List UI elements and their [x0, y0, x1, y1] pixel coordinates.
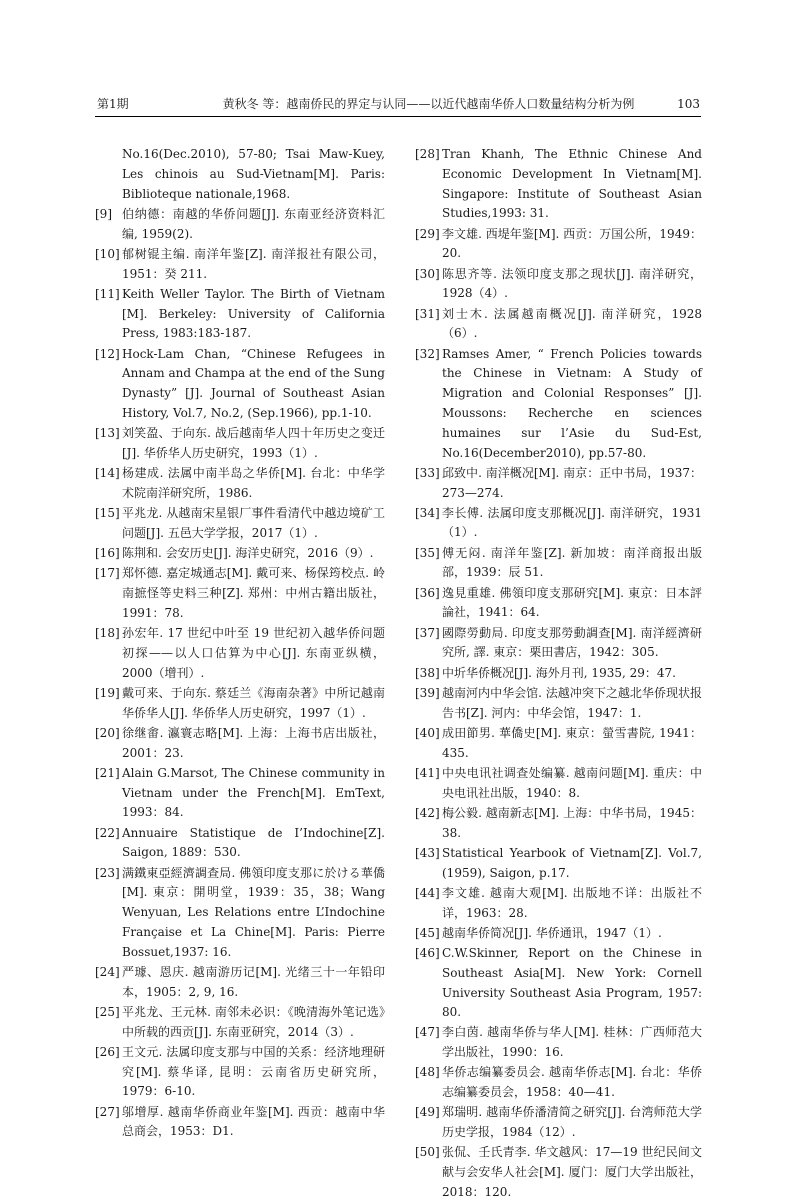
reference-item	[415, 1063, 702, 1103]
reference-item	[415, 584, 702, 624]
reference-text: 平兆龙、王元林. 南邻未必识：《晚清海外笔记选》中所载的西贡[J]. 东南亚研究，2014（3）.	[122, 1004, 385, 1039]
reference-text: 刘士木. 法属越南概况[J]. 南洋研究，1928（6）.	[442, 306, 702, 341]
reference-item	[415, 804, 702, 844]
reference-item	[415, 504, 702, 544]
reference-item	[415, 764, 702, 804]
reference-item	[95, 424, 385, 464]
reference-item	[415, 225, 702, 265]
reference-number: [18]	[95, 626, 120, 641]
reference-number: [27]	[95, 1104, 120, 1119]
reference-number: [12]	[95, 346, 120, 361]
reference-number: [30]	[415, 266, 440, 281]
reference-text: 逸見重雄. 佛領印度支那研究[M]. 東京：日本評論社，1941：64.	[442, 585, 702, 620]
reference-number: [11]	[95, 286, 120, 301]
reference-item	[415, 944, 702, 1023]
reference-number: [39]	[415, 685, 440, 700]
header-rule	[95, 116, 701, 117]
reference-text: 满鐵東亞經濟調查局. 佛領印度支那に於ける華僑[M]. 東京：開明堂，1939：35，38；Wang Wenyuan, Les Relations entre L’Indochine Française et La Chine[M]. Paris: Pierre Bossuet,1937: 16.	[122, 865, 385, 959]
reference-number: [21]	[95, 765, 120, 780]
reference-number: [15]	[95, 506, 120, 521]
reference-number: [13]	[95, 426, 120, 441]
reference-number: [17]	[95, 566, 120, 581]
reference-text: 梅公毅. 越南新志[M]. 上海：中华书局，1945：38.	[442, 805, 702, 840]
reference-text: No.16(Dec.2010), 57-80; Tsai Maw-Kuey, Les chinois au Sud-Vietnam[M]. Paris: Biblioteque nationale,1968.	[122, 147, 385, 201]
reference-text: Statistical Yearbook of Vietnam[Z]. Vol.7, (1959), Saigon, p.17.	[442, 845, 702, 880]
reference-number: [36]	[415, 585, 440, 600]
reference-item	[95, 145, 385, 204]
reference-text: 杨建成. 法属中南半岛之华侨[M]. 台北：中华学术院南洋研究所，1986.	[122, 466, 385, 500]
reference-number: [25]	[95, 1004, 120, 1019]
reference-text: 孙宏年. 17 世纪中叶至 19 世纪初入越华侨问题初探——以人口估算为中心[J]. 东南亚纵横，2000（增刊）.	[122, 626, 385, 680]
reference-number: [20]	[95, 725, 120, 740]
reference-item	[415, 924, 702, 944]
reference-item	[95, 504, 385, 544]
reference-text: 李文雄. 越南大观[M]. 出版地不详：出版社不详，1963：28.	[442, 885, 702, 920]
running-title: 黄秋冬 等：越南侨民的界定与认同——以近代越南华侨人口数量结构分析为例	[222, 97, 635, 111]
reference-number: [32]	[415, 346, 440, 361]
reference-number: [34]	[415, 505, 440, 520]
reference-item	[415, 844, 702, 884]
reference-item	[415, 684, 702, 724]
reference-number: [35]	[415, 545, 440, 560]
reference-number: [29]	[415, 226, 440, 241]
reference-number: [40]	[415, 725, 440, 740]
reference-item	[95, 764, 385, 823]
reference-item	[415, 884, 702, 924]
reference-text: 郑瑞明. 越南华侨潘清简之研究[J]. 台湾师范大学历史学报，1984（12）.	[442, 1105, 702, 1140]
reference-text: Alain G.Marsot, The Chinese community in Vietnam under the French[M]. EmText, 1993：84.	[122, 765, 385, 820]
reference-text: Annuaire Statistique de I’Indochine[Z]. Saigon, 1889：530.	[122, 825, 385, 860]
reference-number: [46]	[415, 945, 440, 960]
reference-text: 刘笑盈、于向东. 战后越南华人四十年历史之变迁[J]. 华侨华人历史研究，1993（1）.	[122, 426, 385, 460]
reference-item	[95, 724, 385, 764]
reference-number: [19]	[95, 685, 120, 700]
reference-text: 王文元. 法属印度支那与中国的关系：经济地理研究[M]. 蔡华译, 昆明：云南省历史研究所，1979：6-10.	[122, 1044, 385, 1099]
reference-text: 张侃、壬氏青李. 华文越风：17—19 世纪民间文献与会安华人社会[M]. 厦门：厦门大学出版社，2018：120.	[442, 1145, 702, 1200]
reference-item	[95, 285, 385, 344]
reference-number: [38]	[415, 665, 440, 680]
reference-item	[415, 624, 702, 664]
reference-text: 越南河内中华会馆. 法越冲突下之越北华侨现状报告书[Z]. 河内：中华会馆，1947：1.	[442, 685, 702, 720]
reference-item	[95, 544, 385, 564]
reference-text: 中央电讯社调查处编纂. 越南问题[M]. 重庆：中央电讯社出版，1940：8.	[442, 765, 702, 800]
reference-text: Ramses Amer, “ French Policies towards the Chinese in Vietnam: A Study of Migration and Colonial Responses” [J]. Moussons: Recherche en sciences humaines sur l’Asie du Sud-Est, No.16(December2010), pp.57-80.	[442, 346, 702, 460]
reference-item	[95, 345, 385, 424]
reference-text: 李长傅. 法属印度支那概况[J]. 南洋研究，1931（1）.	[442, 505, 702, 540]
reference-item	[415, 1103, 702, 1143]
reference-number: [14]	[95, 466, 120, 481]
reference-number: [26]	[95, 1044, 120, 1059]
page-number: 103	[677, 97, 700, 111]
running-header	[97, 95, 700, 113]
reference-number: [28]	[415, 147, 440, 161]
reference-number: [50]	[415, 1145, 440, 1160]
reference-number: [47]	[415, 1025, 440, 1040]
reference-item	[415, 1143, 702, 1202]
reference-item	[415, 544, 702, 584]
reference-text: 郑怀德. 嘉定城通志[M]. 戴可来、杨保筠校点. 岭南摭怪等史料三种[Z]. 郑州：中州古籍出版社，1991：78.	[122, 566, 385, 620]
reference-item	[415, 724, 702, 764]
reference-item	[415, 305, 702, 345]
reference-number: [45]	[415, 925, 440, 940]
reference-text: 成田節男. 華僑史[M]. 東京：螢雪書院, 1941：435.	[442, 725, 702, 760]
reference-item	[95, 684, 385, 724]
reference-number: [24]	[95, 964, 120, 979]
reference-text: 平兆龙. 从越南宋星银厂事件看清代中越边境矿工问题[J]. 五邑大学学报，2017（1）.	[122, 506, 385, 540]
reference-number: [43]	[415, 845, 440, 860]
reference-text: 陈荆和. 会安历史[J]. 海洋史研究，2016（9）.	[122, 546, 374, 561]
reference-text: Hock-Lam Chan, “Chinese Refugees in Annam and Champa at the end of the Sung Dynasty” [J]. Journal of Southeast Asian History, Vol.7, No.2, (Sep.1966), pp.1-10.	[122, 346, 385, 420]
reference-text: 徐继畬. 瀛寰志略[M]. 上海：上海书店出版社，2001：23.	[122, 725, 385, 760]
references-left-column	[95, 145, 385, 1143]
reference-item	[95, 564, 385, 623]
reference-item	[415, 1023, 702, 1063]
reference-text: 陈思齐等. 法领印度支那之现状[J]. 南洋研究，1928（4）.	[442, 266, 702, 301]
reference-item	[95, 864, 385, 963]
reference-number: [49]	[415, 1105, 440, 1120]
reference-number: [41]	[415, 765, 440, 780]
reference-item	[95, 1043, 385, 1102]
reference-number: [16]	[95, 546, 120, 561]
reference-text: 戴可来、于向东. 蔡廷兰《海南杂著》中所记越南华侨华人[J]. 华侨华人历史研究，1997（1）.	[122, 685, 385, 720]
reference-text: 李白茵. 越南华侨与华人[M]. 桂林：广西师范大学出版社，1990：16.	[442, 1025, 702, 1060]
reference-text: 邱致中. 南洋概况[M]. 南京：正中书局，1937：273—274.	[442, 465, 702, 500]
reference-text: 國際勞動局. 印度支那勞動調查[M]. 南洋經濟研究所, 譯. 東京：栗田書店，1942：305.	[442, 625, 702, 660]
reference-number: [37]	[415, 625, 440, 640]
reference-item	[415, 345, 702, 464]
reference-text: 李文雄. 西堤年鉴[M]. 西贡：万国公所，1949：20.	[442, 226, 702, 261]
reference-text: 严璩、恩庆. 越南游历记[M]. 光绪三十一年铅印本，1905：2, 9, 16.	[122, 964, 385, 999]
reference-item	[95, 1003, 385, 1043]
reference-text: 中圻华侨概况[J]. 海外月刊, 1935, 29：47.	[442, 665, 676, 680]
reference-item	[95, 245, 385, 285]
reference-number: [22]	[95, 825, 120, 840]
reference-number: [33]	[415, 465, 440, 480]
reference-text: Tran Khanh, The Ethnic Chinese And Economic Development In Vietnam[M]. Singapore: Institute of Southeast Asian Studies,1993: 31.	[442, 147, 702, 221]
reference-item	[95, 963, 385, 1003]
references-right-column	[415, 145, 702, 1203]
reference-text: C.W.Skinner, Report on the Chinese in Southeast Asia[M]. New York: Cornell University Southeast Asia Program, 1957: 80.	[442, 945, 702, 1020]
reference-text: 傅无闷. 南洋年鉴[Z]. 新加坡：南洋商报出版部，1939：辰 51.	[442, 545, 702, 580]
reference-number: [10]	[95, 246, 120, 261]
reference-item	[95, 824, 385, 864]
reference-item	[95, 205, 385, 245]
reference-text: 郁树锟主编. 南洋年鉴[Z]. 南洋报社有限公司，1951：癸 211.	[122, 246, 385, 281]
reference-item	[415, 664, 702, 684]
reference-text: 邬增厚. 越南华侨商业年鉴[M]. 西贡：越南中华总商会，1953：D1.	[122, 1104, 385, 1139]
reference-text: 华侨志编纂委员会. 越南华侨志[M]. 台北：华侨志编纂委员会，1958：40—41.	[442, 1065, 702, 1100]
reference-number: [48]	[415, 1065, 440, 1080]
reference-text: Keith Weller Taylor. The Birth of Vietnam [M]. Berkeley: University of California Press, 1983:183-187.	[122, 286, 385, 341]
reference-number: [31]	[415, 306, 440, 321]
reference-number: [44]	[415, 885, 440, 900]
reference-number: [9]	[95, 206, 112, 221]
reference-text: 越南华侨简况[J]. 华侨通讯，1947（1）.	[442, 925, 662, 940]
reference-item	[415, 145, 702, 224]
reference-item	[95, 464, 385, 504]
reference-number: [42]	[415, 805, 440, 820]
issue-label: 第1期	[97, 97, 129, 111]
reference-item	[415, 265, 702, 305]
reference-item	[95, 1103, 385, 1143]
reference-text: 伯纳德：南越的华侨问题[J]. 东南亚经济资料汇编, 1959(2).	[122, 206, 385, 241]
reference-number: [23]	[95, 865, 120, 880]
reference-item	[95, 624, 385, 683]
reference-item	[415, 464, 702, 504]
